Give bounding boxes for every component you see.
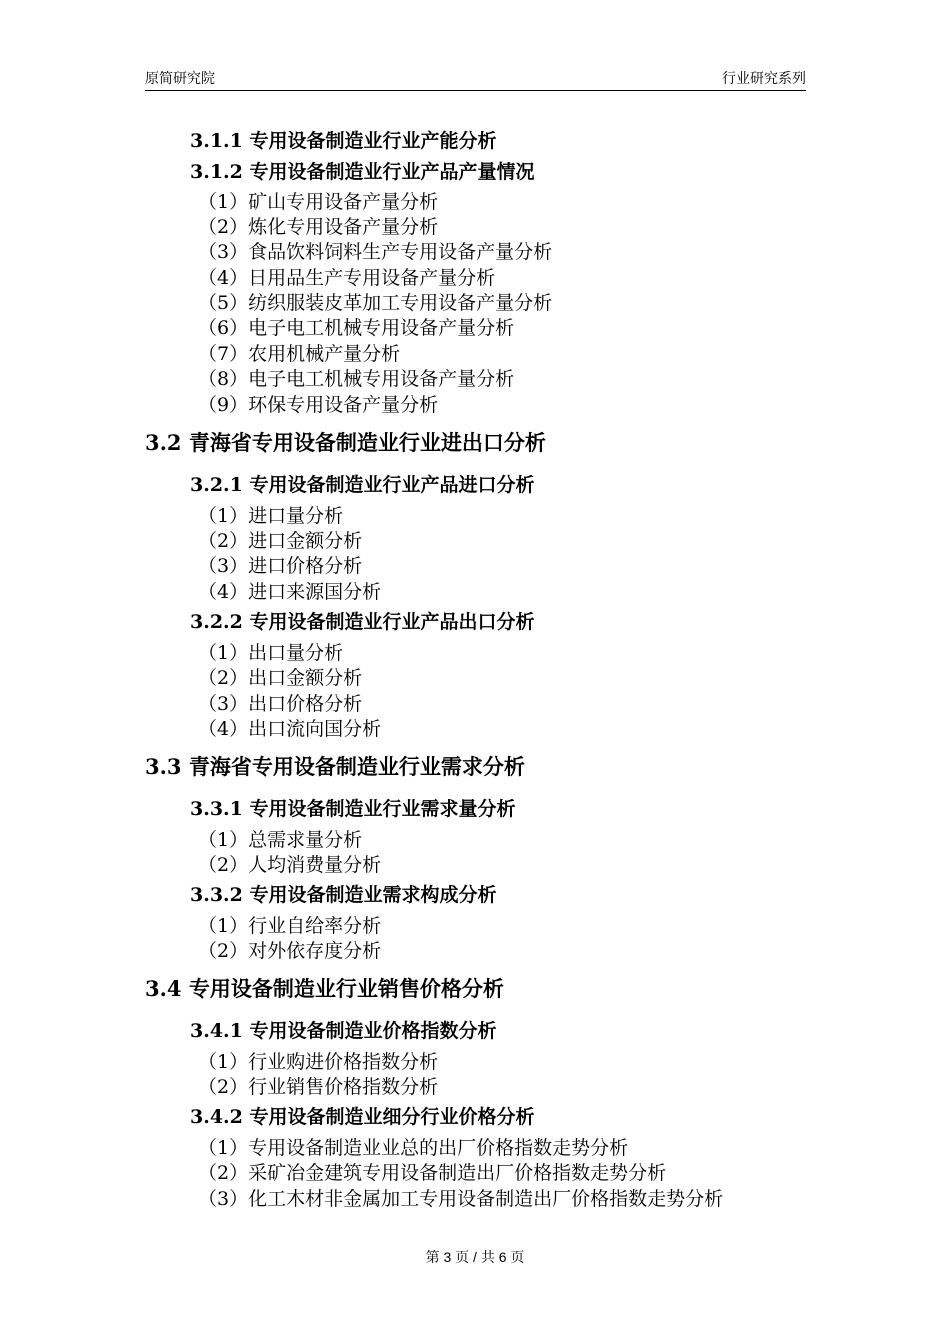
toc-item: （1）矿山专用设备产量分析: [198, 191, 439, 213]
toc-item: （1）出口量分析: [198, 642, 344, 664]
toc-item: （6）电子电工机械专用设备产量分析: [198, 317, 515, 339]
toc-item: （8）电子电工机械专用设备产量分析: [198, 368, 515, 390]
toc-item: （2）进口金额分析: [198, 530, 363, 552]
header-org-name: 原简研究院: [145, 70, 215, 86]
toc-item: （1）行业购进价格指数分析: [198, 1051, 439, 1073]
toc-item: （4）日用品生产专用设备产量分析: [198, 267, 496, 289]
toc-item: （2）出口金额分析: [198, 667, 363, 689]
toc-subsection: 3.4.1 专用设备制造业价格指数分析: [190, 1020, 497, 1042]
toc-item: （1）总需求量分析: [198, 829, 363, 851]
page-header: [145, 68, 806, 91]
page-number: 第 3 页 / 共 6 页: [425, 1249, 525, 1265]
toc-section: 3.2 青海省专用设备制造业行业进出口分析: [145, 430, 546, 455]
header-series-name: 行业研究系列: [722, 70, 806, 86]
toc-subsection: 3.4.2 专用设备制造业细分行业价格分析: [190, 1106, 535, 1128]
toc-item: （3）化工木材非金属加工专用设备制造出厂价格指数走势分析: [198, 1188, 724, 1210]
toc-item: （4）出口流向国分析: [198, 718, 382, 740]
toc-subsection: 3.3.2 专用设备制造业需求构成分析: [190, 884, 497, 906]
toc-item: （2）人均消费量分析: [198, 854, 382, 876]
toc-item: （1）专用设备制造业业总的出厂价格指数走势分析: [198, 1137, 629, 1159]
toc-subsection: 3.1.2 专用设备制造业行业产品产量情况: [190, 161, 535, 183]
toc-item: （2）炼化专用设备产量分析: [198, 216, 439, 238]
toc-subsection: 3.2.1 专用设备制造业行业产品进口分析: [190, 474, 535, 496]
toc-item: （4）进口来源国分析: [198, 581, 382, 603]
toc-item: （3）食品饮料饲料生产专用设备产量分析: [198, 241, 553, 263]
toc-item: （1）行业自给率分析: [198, 915, 382, 937]
toc-subsection: 3.3.1 专用设备制造业行业需求量分析: [190, 798, 516, 820]
toc-item: （7）农用机械产量分析: [198, 343, 401, 365]
toc-section: 3.3 青海省专用设备制造业行业需求分析: [145, 754, 525, 779]
toc-item: （3）进口价格分析: [198, 555, 363, 577]
toc-item: （5）纺织服装皮革加工专用设备产量分析: [198, 292, 553, 314]
toc-subsection: 3.1.1 专用设备制造业行业产能分析: [190, 130, 497, 152]
toc-subsection: 3.2.2 专用设备制造业行业产品出口分析: [190, 611, 535, 633]
toc-section: 3.4 专用设备制造业行业销售价格分析: [145, 976, 504, 1001]
toc-item: （2）对外依存度分析: [198, 940, 382, 962]
toc-item: （1）进口量分析: [198, 505, 344, 527]
toc-item: （3）出口价格分析: [198, 693, 363, 715]
toc-item: （2）行业销售价格指数分析: [198, 1076, 439, 1098]
toc-item: （9）环保专用设备产量分析: [198, 394, 439, 416]
toc-item: （2）采矿冶金建筑专用设备制造出厂价格指数走势分析: [198, 1162, 667, 1184]
